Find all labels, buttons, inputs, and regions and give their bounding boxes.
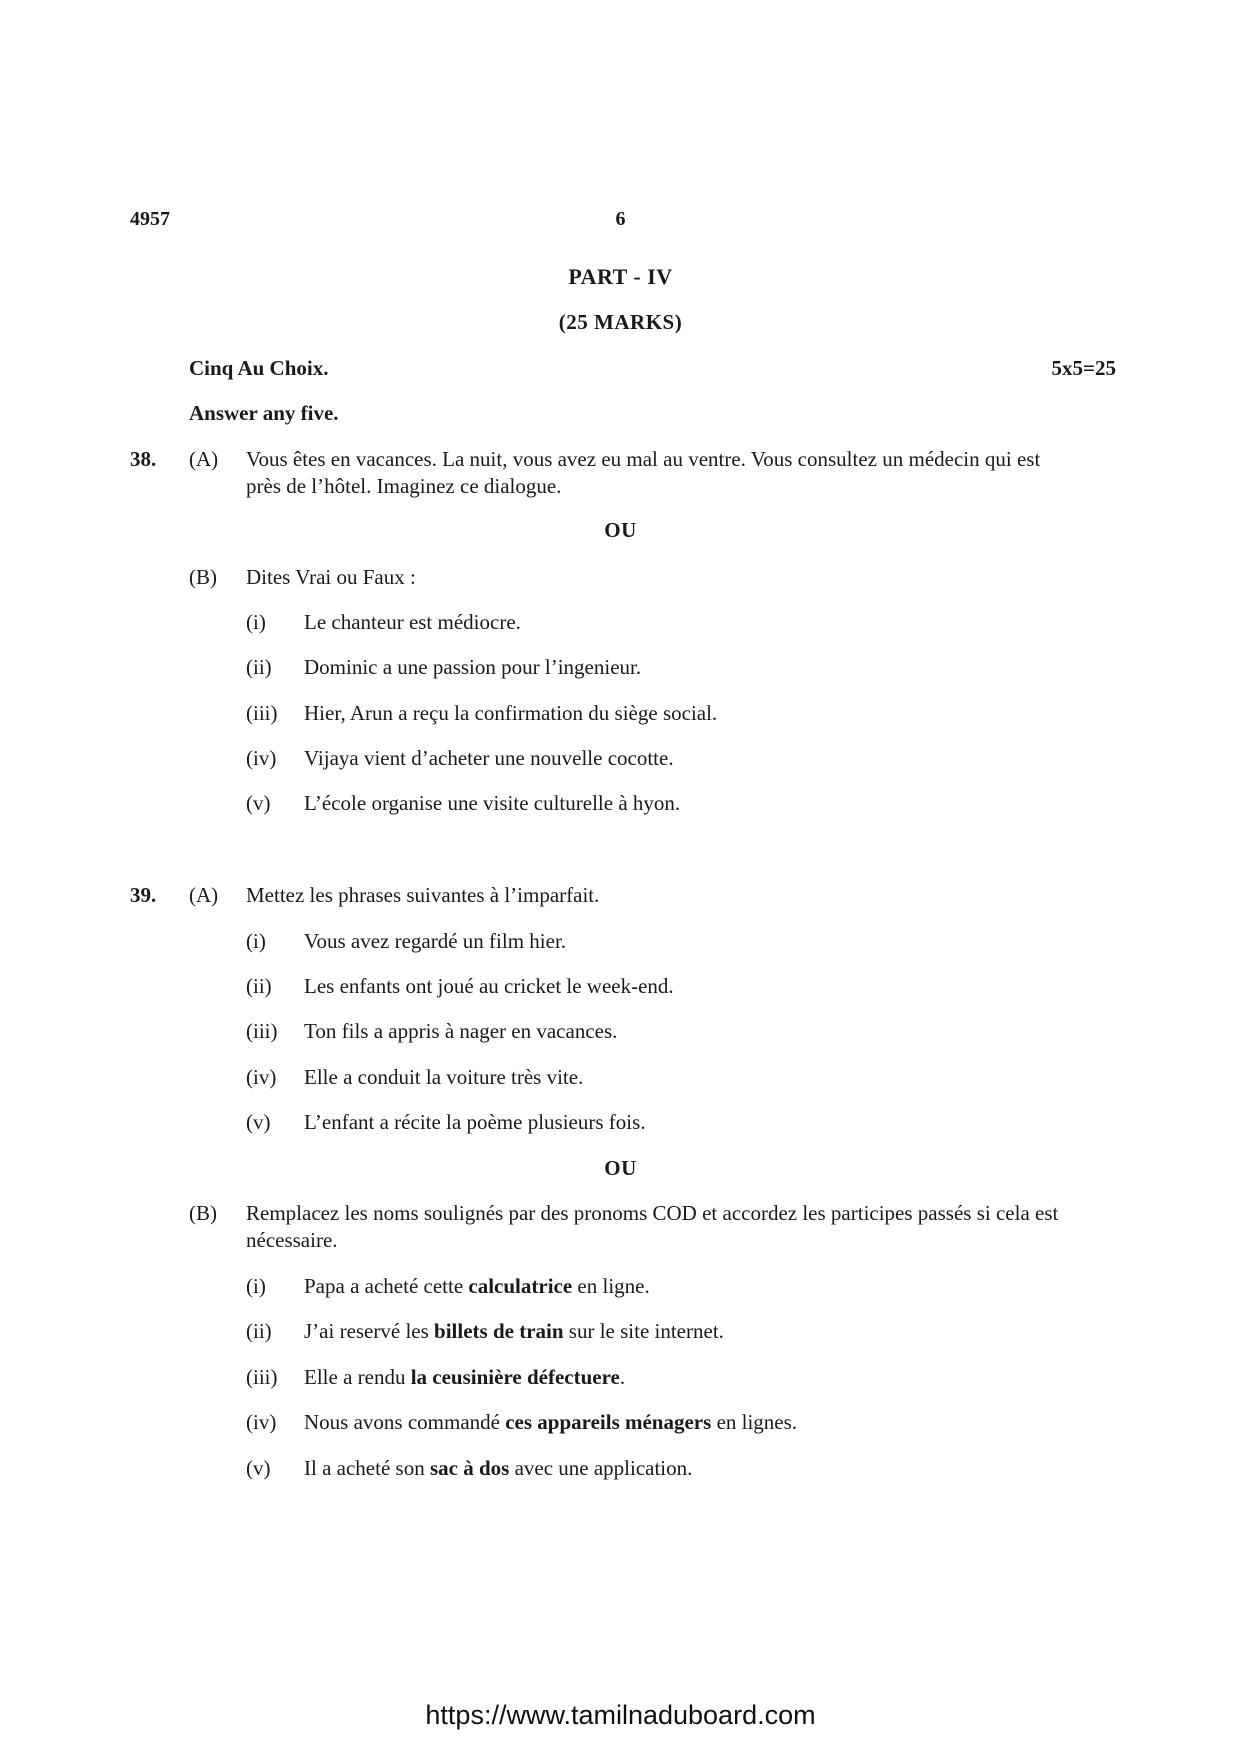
list-item-number: (iii) — [246, 1019, 278, 1043]
list-item-number: (iv) — [246, 1065, 277, 1089]
list-item-number: (ii) — [246, 974, 272, 998]
question-39-number: 39. — [130, 883, 157, 907]
q39-option-b-label: (B) — [189, 1201, 217, 1225]
sentence-end: . — [619, 1365, 626, 1389]
sentence-end: sur le site internet. — [563, 1319, 724, 1343]
list-item-number: (i) — [246, 610, 266, 634]
q38-option-a-text: Vous êtes en vacances. La nuit, vous avez eu mal au ventre. Vous consultez un médecin qui est près de l’hôtel. Imaginez ce dialogue. — [246, 447, 1041, 498]
sentence-start: Il a acheté son — [304, 1456, 430, 1480]
q39-option-a-label: (A) — [189, 883, 219, 907]
list-item — [304, 1410, 797, 1435]
sentence-end: en lignes. — [711, 1410, 798, 1434]
list-item: Le chanteur est médiocre. — [304, 610, 521, 634]
list-item-number: (iii) — [246, 701, 278, 725]
list-item: Elle a conduit la voiture très vite. — [304, 1065, 584, 1089]
q38-option-a-label: (A) — [189, 447, 219, 471]
highlighted-noun: la ceusinière défectuere — [410, 1365, 620, 1389]
sentence-end: en ligne. — [572, 1274, 650, 1298]
list-item-number: (i) — [246, 1274, 266, 1298]
list-item: Vijaya vient d’acheter une nouvelle cocotte. — [304, 746, 674, 770]
highlighted-noun: ces appareils ménagers — [505, 1410, 712, 1434]
list-item — [304, 1274, 650, 1299]
highlighted-noun: calculatrice — [468, 1274, 573, 1298]
q38-option-b-label: (B) — [189, 565, 217, 589]
list-item-number: (v) — [246, 1456, 271, 1480]
page-number: 6 — [615, 208, 626, 230]
q39-or-separator: OU — [604, 1156, 637, 1180]
list-item: Vous avez regardé un film hier. — [304, 929, 567, 953]
list-item: L’école organise une visite culturelle à hyon. — [304, 791, 681, 815]
score-breakdown: 5x5=25 — [1051, 356, 1116, 380]
instruction-english: Answer any five. — [189, 401, 339, 425]
list-item-number: (iii) — [246, 1365, 278, 1389]
sentence-start: Elle a rendu — [304, 1365, 411, 1389]
list-item: Les enfants ont joué au cricket le week-end. — [304, 974, 674, 998]
footer-url: https://www.tamilnaduboard.com — [425, 1700, 816, 1730]
part-title: PART - IV — [568, 264, 673, 289]
q39-option-a-text: Mettez les phrases suivantes à l’imparfait. — [246, 883, 600, 907]
list-item: Hier, Arun a reçu la confirmation du siège social. — [304, 701, 718, 725]
list-item-number: (v) — [246, 791, 271, 815]
list-item: Dominic a une passion pour l’ingenieur. — [304, 655, 642, 679]
highlighted-noun: billets de train — [434, 1319, 564, 1343]
q38-or-separator: OU — [604, 518, 637, 542]
sentence-start: J’ai reservé les — [304, 1319, 435, 1343]
list-item — [304, 1456, 692, 1481]
highlighted-noun: sac à dos — [429, 1456, 510, 1480]
list-item: Ton fils a appris à nager en vacances. — [304, 1019, 618, 1043]
list-item: L’enfant a récite la poème plusieurs fois. — [304, 1110, 646, 1134]
paper-code: 4957 — [130, 208, 170, 230]
sentence-start: Nous avons commandé — [304, 1410, 506, 1434]
list-item-number: (iv) — [246, 746, 277, 770]
part-marks: (25 MARKS) — [558, 310, 683, 334]
question-38-number: 38. — [130, 447, 157, 471]
instruction-french: Cinq Au Choix. — [189, 356, 329, 380]
list-item — [304, 1319, 724, 1344]
q38-option-b-text: Dites Vrai ou Faux : — [246, 565, 416, 589]
list-item — [304, 1365, 625, 1390]
list-item-number: (iv) — [246, 1410, 277, 1434]
q39-option-b-text: Remplacez les noms soulignés par des pronoms COD et accordez les participes passés si cela est nécessaire. — [246, 1201, 1059, 1252]
list-item-number: (ii) — [246, 655, 272, 679]
list-item-number: (v) — [246, 1110, 271, 1134]
list-item-number: (i) — [246, 929, 266, 953]
sentence-start: Papa a acheté cette — [304, 1274, 469, 1298]
list-item-number: (ii) — [246, 1319, 272, 1343]
sentence-end: avec une application. — [509, 1456, 693, 1480]
